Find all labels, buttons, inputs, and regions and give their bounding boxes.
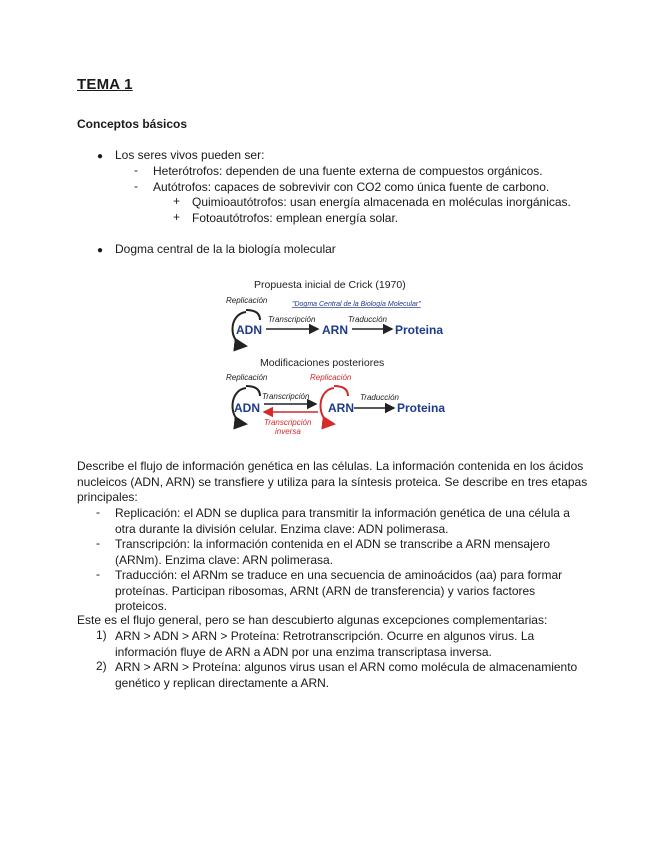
bullet-icon: ● <box>97 151 104 162</box>
dash-icon: - <box>96 536 100 550</box>
exception-2-line1: ARN > ARN > Proteína: algunos virus usan el ARN como molécula de almacenamiento <box>115 660 578 674</box>
diagram-top-subtitle: "Dogma Central de la Biología Molecular" <box>292 301 421 308</box>
label-transcripcion-2: Transcripción <box>262 392 310 401</box>
list-item-fotoautotrofos: Fotoautótrofos: emplean energía solar. <box>192 211 399 225</box>
label-adn-2: ADN <box>234 401 260 415</box>
section-subtitle: Conceptos básicos <box>77 117 188 131</box>
exception-1-line1: ARN > ADN > ARN > Proteína: Retrotranscripción. Ocurre en algunos virus. La <box>115 629 535 643</box>
stage-replicacion-line1: Replicación: el ADN se duplica para transmitir la información genética de una célula a <box>115 506 570 520</box>
stage-traduccion-line1: Traducción: el ARNm se traduce en una secuencia de aminoácidos (aa) para formar <box>115 568 563 582</box>
label-proteina-2: Proteina <box>397 401 446 415</box>
label-replicacion-arn: Replicación <box>310 373 352 382</box>
diagram-bottom-title: Modificaciones posteriores <box>260 357 385 369</box>
stage-traduccion-line3: proteicos. <box>115 599 168 613</box>
label-traduccion: Traducción <box>348 315 387 324</box>
paragraph-line: Este es el flujo general, pero se han descubierto algunas excepciones complementarias: <box>77 613 548 627</box>
central-dogma-diagram <box>220 272 460 440</box>
exception-1-line2: información fluye de ARN a ADN por una enzima transcriptasa inversa. <box>115 645 492 659</box>
diagram-top-title: Propuesta inicial de Crick (1970) <box>254 279 406 291</box>
paragraph-line: nucleicos (ADN, ARN) se transfiere y utiliza para la síntesis proteica. Se describe en tres etapas <box>77 475 588 489</box>
stage-replicacion-line2: otra durante la división celular. Enzima clave: ADN polimerasa. <box>115 522 449 536</box>
list-item-heterotrofos: Heterótrofos: dependen de una fuente externa de compuestos orgánicos. <box>153 164 543 178</box>
exception-2-line2: genético y replican directamente a ARN. <box>115 676 330 690</box>
list-item-intro: Los seres vivos pueden ser: <box>115 148 265 162</box>
list-number: 2) <box>96 659 107 673</box>
list-item-autotrofos: Autótrofos: capaces de sobrevivir con CO2 como única fuente de carbono. <box>153 180 550 194</box>
label-transcripcion: Transcripción <box>268 315 316 324</box>
label-adn: ADN <box>236 323 262 337</box>
bullet-icon: ● <box>97 245 104 256</box>
label-traduccion-2: Traducción <box>360 393 399 402</box>
dash-icon: - <box>96 505 100 519</box>
plus-icon: + <box>173 194 181 208</box>
paragraph-line: Describe el flujo de información genética en las células. La información contenida en los ácidos <box>77 459 584 473</box>
stage-traduccion-line2: proteínas. Participan ribosomas, ARNt (ARN de transferencia) y varios factores <box>115 584 536 598</box>
label-replicacion-2: Replicación <box>226 373 268 382</box>
label-arn-2: ARN <box>328 401 354 415</box>
page-title: TEMA 1 <box>77 76 133 93</box>
dash-icon: - <box>134 179 138 193</box>
label-transcripcion-inversa-1: Transcripción <box>264 418 312 427</box>
label-replicacion: Replicación <box>226 296 268 305</box>
plus-icon: + <box>173 210 181 224</box>
stage-transcripcion-line1: Transcripción: la información contenida en el ADN se transcribe a ARN mensajero <box>115 537 551 551</box>
label-transcripcion-inversa-2: inversa <box>275 427 301 436</box>
paragraph-line: principales: <box>77 490 138 504</box>
list-number: 1) <box>96 628 107 642</box>
list-item-dogma: Dogma central de la la biología molecular <box>115 242 336 256</box>
stage-transcripcion-line2: (ARNm). Enzima clave: ARN polimerasa. <box>115 553 334 567</box>
label-arn: ARN <box>322 323 348 337</box>
dash-icon: - <box>96 567 100 581</box>
dash-icon: - <box>134 163 138 177</box>
list-item-quimioautotrofos: Quimioautótrofos: usan energía almacenada en moléculas inorgánicas. <box>192 195 571 209</box>
label-proteina: Proteina <box>395 323 444 337</box>
